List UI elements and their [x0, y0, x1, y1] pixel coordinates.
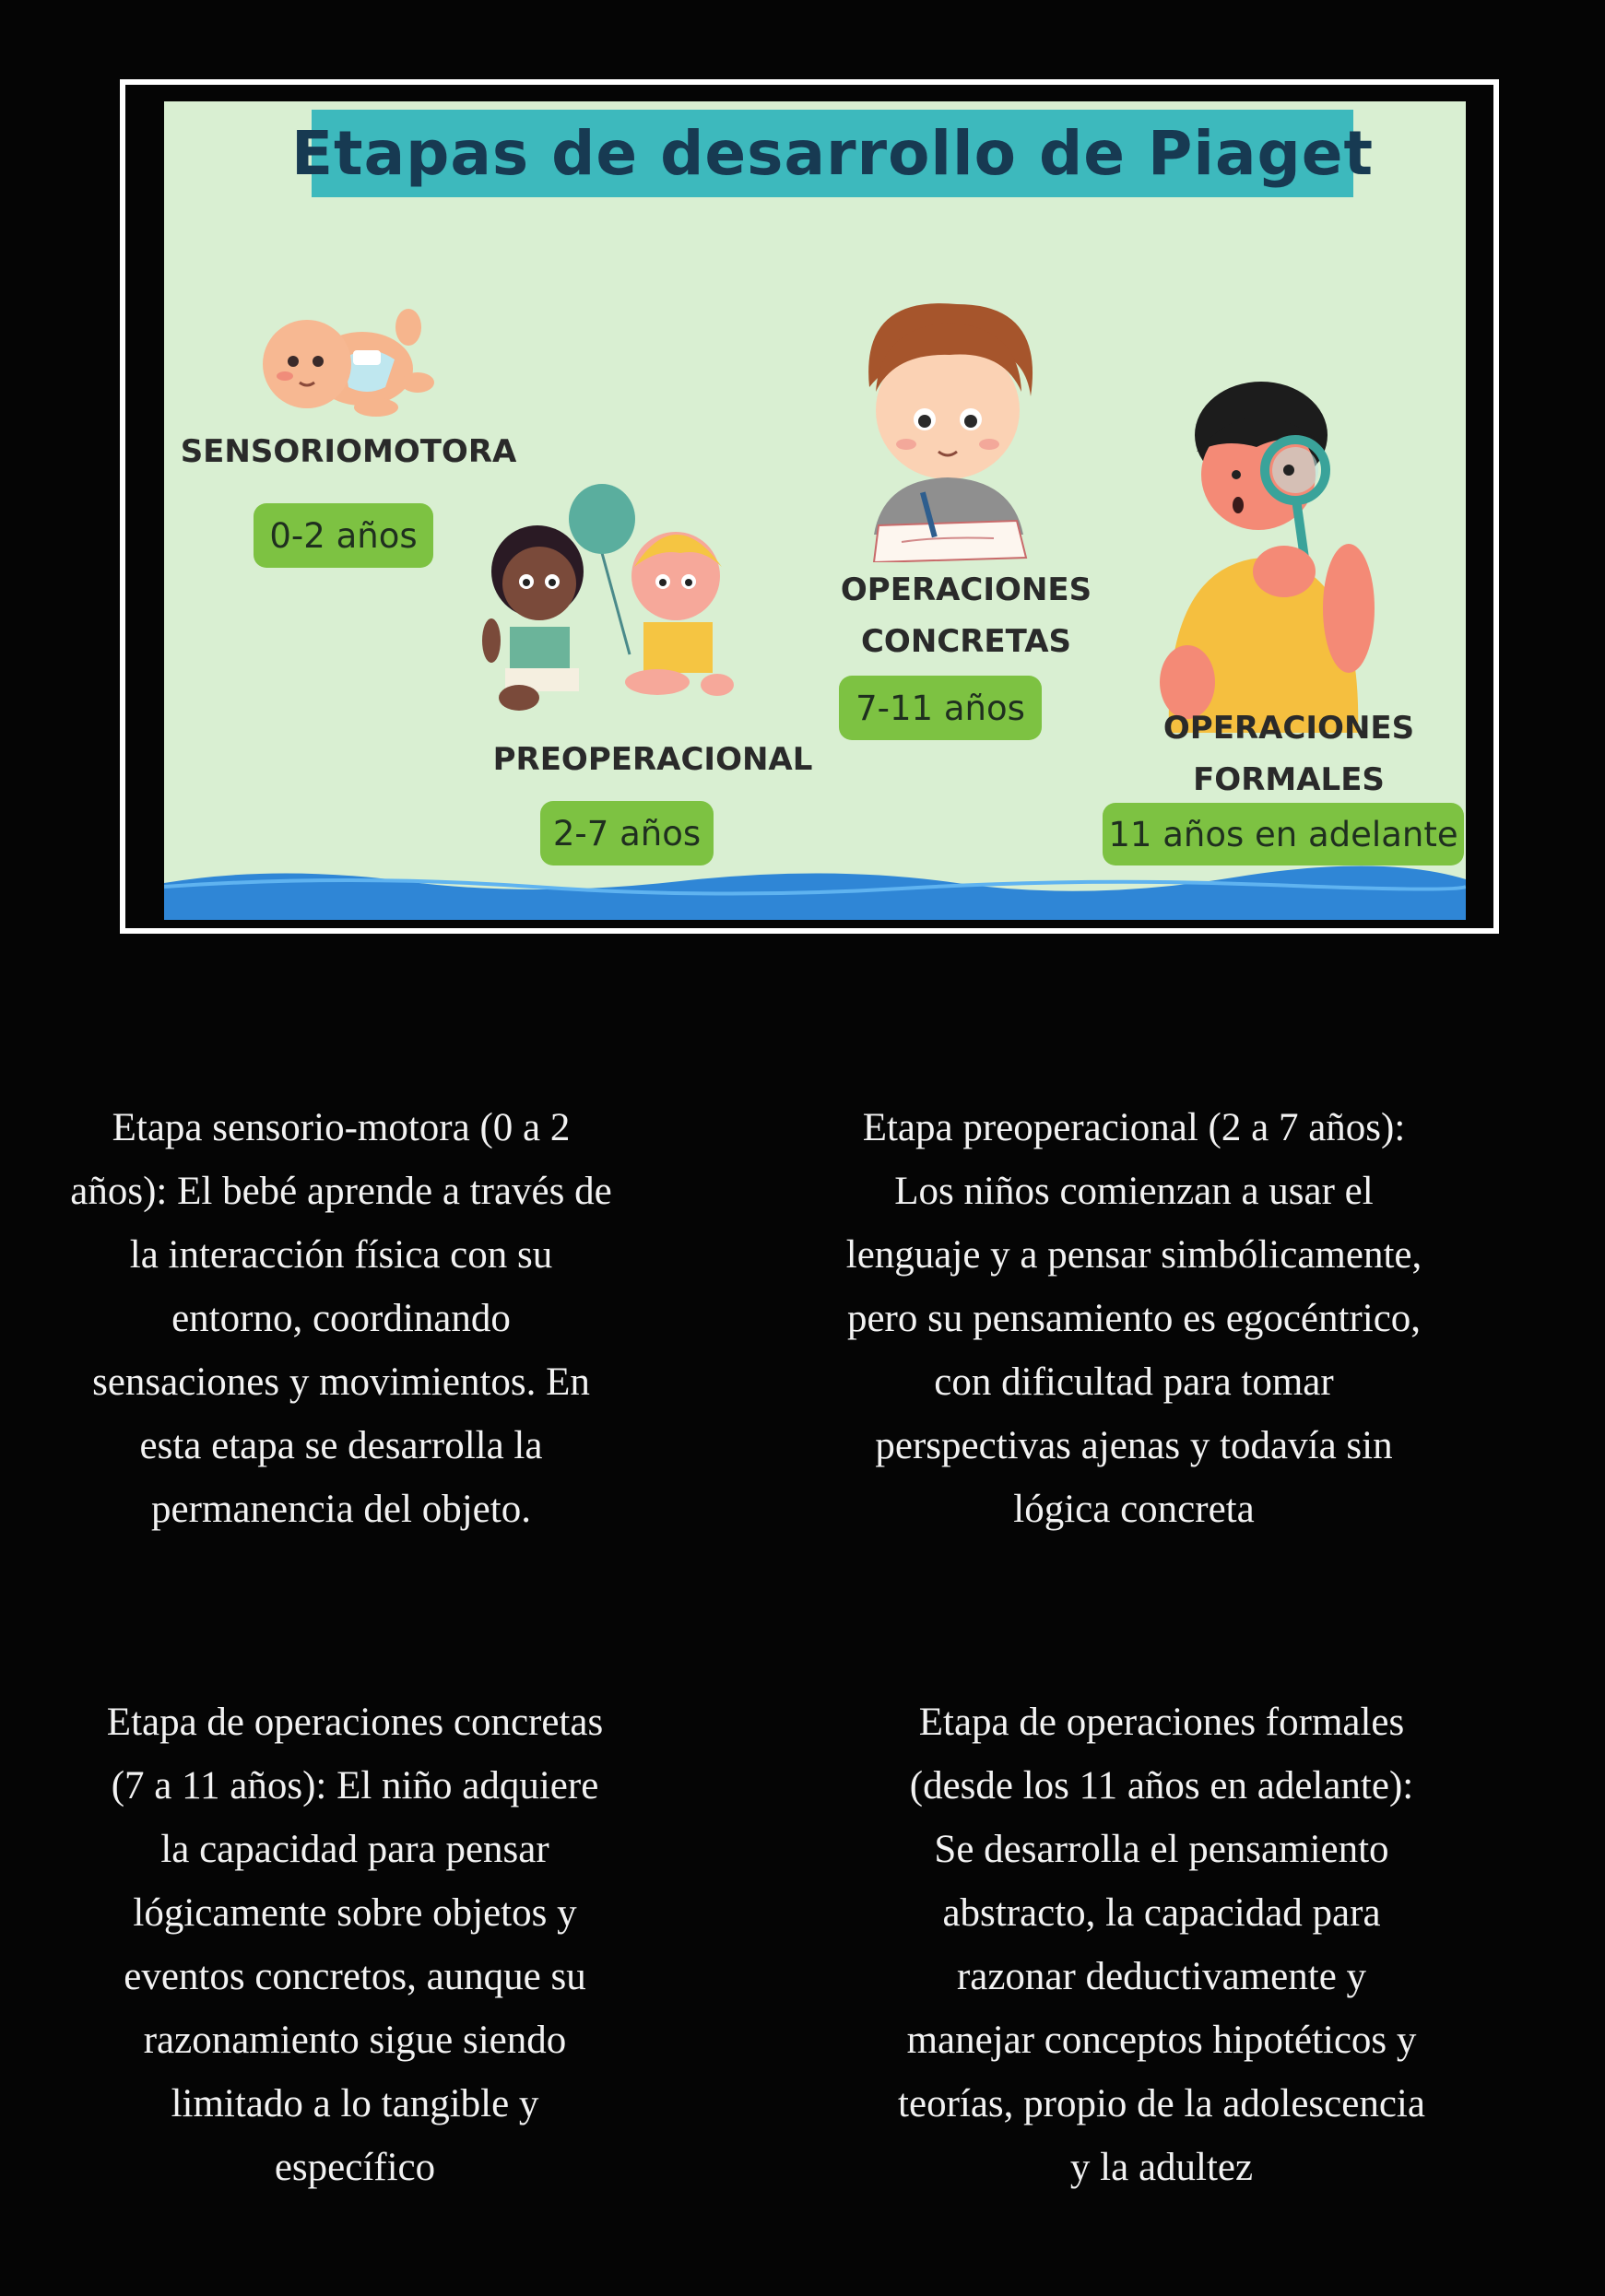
- infographic-frame: [120, 79, 1499, 934]
- age-pill-sensoriomotora: 0-2 años: [254, 503, 433, 568]
- description-sensoriomotora: Etapa sensorio-motora (0 a 2 años): El bebé aprende a través de la interacción física con su entorno, coordinando sensaciones y movimientos. En esta etapa se desarrolla la permanencia del objeto.: [70, 1106, 612, 1531]
- writing-boy-illustration: [846, 295, 1049, 562]
- stage-name-sensoriomotora: SENSORIOMOTORA: [180, 433, 517, 470]
- description-operaciones-formales: Etapa de operaciones formales (desde los 11 años en adelante): Se desarrolla el pensamiento abstracto, la capacidad para razonar deductivamente y manejar conceptos hipotéticos y teorías, propio de la adolescencia y la adultez: [898, 1701, 1425, 2189]
- age-pill-preoperacional: 2-7 años: [540, 801, 714, 865]
- title-banner: [290, 110, 1375, 197]
- toddlers-illustration: [482, 484, 749, 719]
- infographic-panel: [164, 101, 1466, 920]
- description-preoperacional: Etapa preoperacional (2 a 7 años): Los niños comienzan a usar el lenguaje y a pensar simbólicamente, pero su pensamiento es egocéntrico, con dificultad para tomar perspectivas ajenas y todavía sin lógica concreta: [845, 1106, 1422, 1531]
- infographic-title: Etapas de desarrollo de Piaget: [290, 118, 1375, 189]
- stage-name-operaciones-concretas: OPERACIONES CONCRETAS: [840, 571, 1092, 660]
- magnifier-kid-illustration: [1155, 378, 1404, 733]
- description-operaciones-concretas: Etapa de operaciones concretas (7 a 11 años): El niño adquiere la capacidad para pensar lógicamente sobre objetos y eventos concretos, aunque su razonamiento sigue siendo limitado a lo tangible y específico: [106, 1701, 604, 2189]
- wave-decoration: [164, 865, 1466, 920]
- stage-name-preoperacional: PREOPERACIONAL: [492, 741, 813, 778]
- stage-name-operaciones-formales: OPERACIONES FORMALES: [1162, 710, 1415, 798]
- baby-illustration: [252, 295, 436, 424]
- age-pill-operaciones-concretas: 7-11 años: [839, 676, 1042, 740]
- age-pill-operaciones-formales: 11 años en adelante: [1103, 803, 1464, 865]
